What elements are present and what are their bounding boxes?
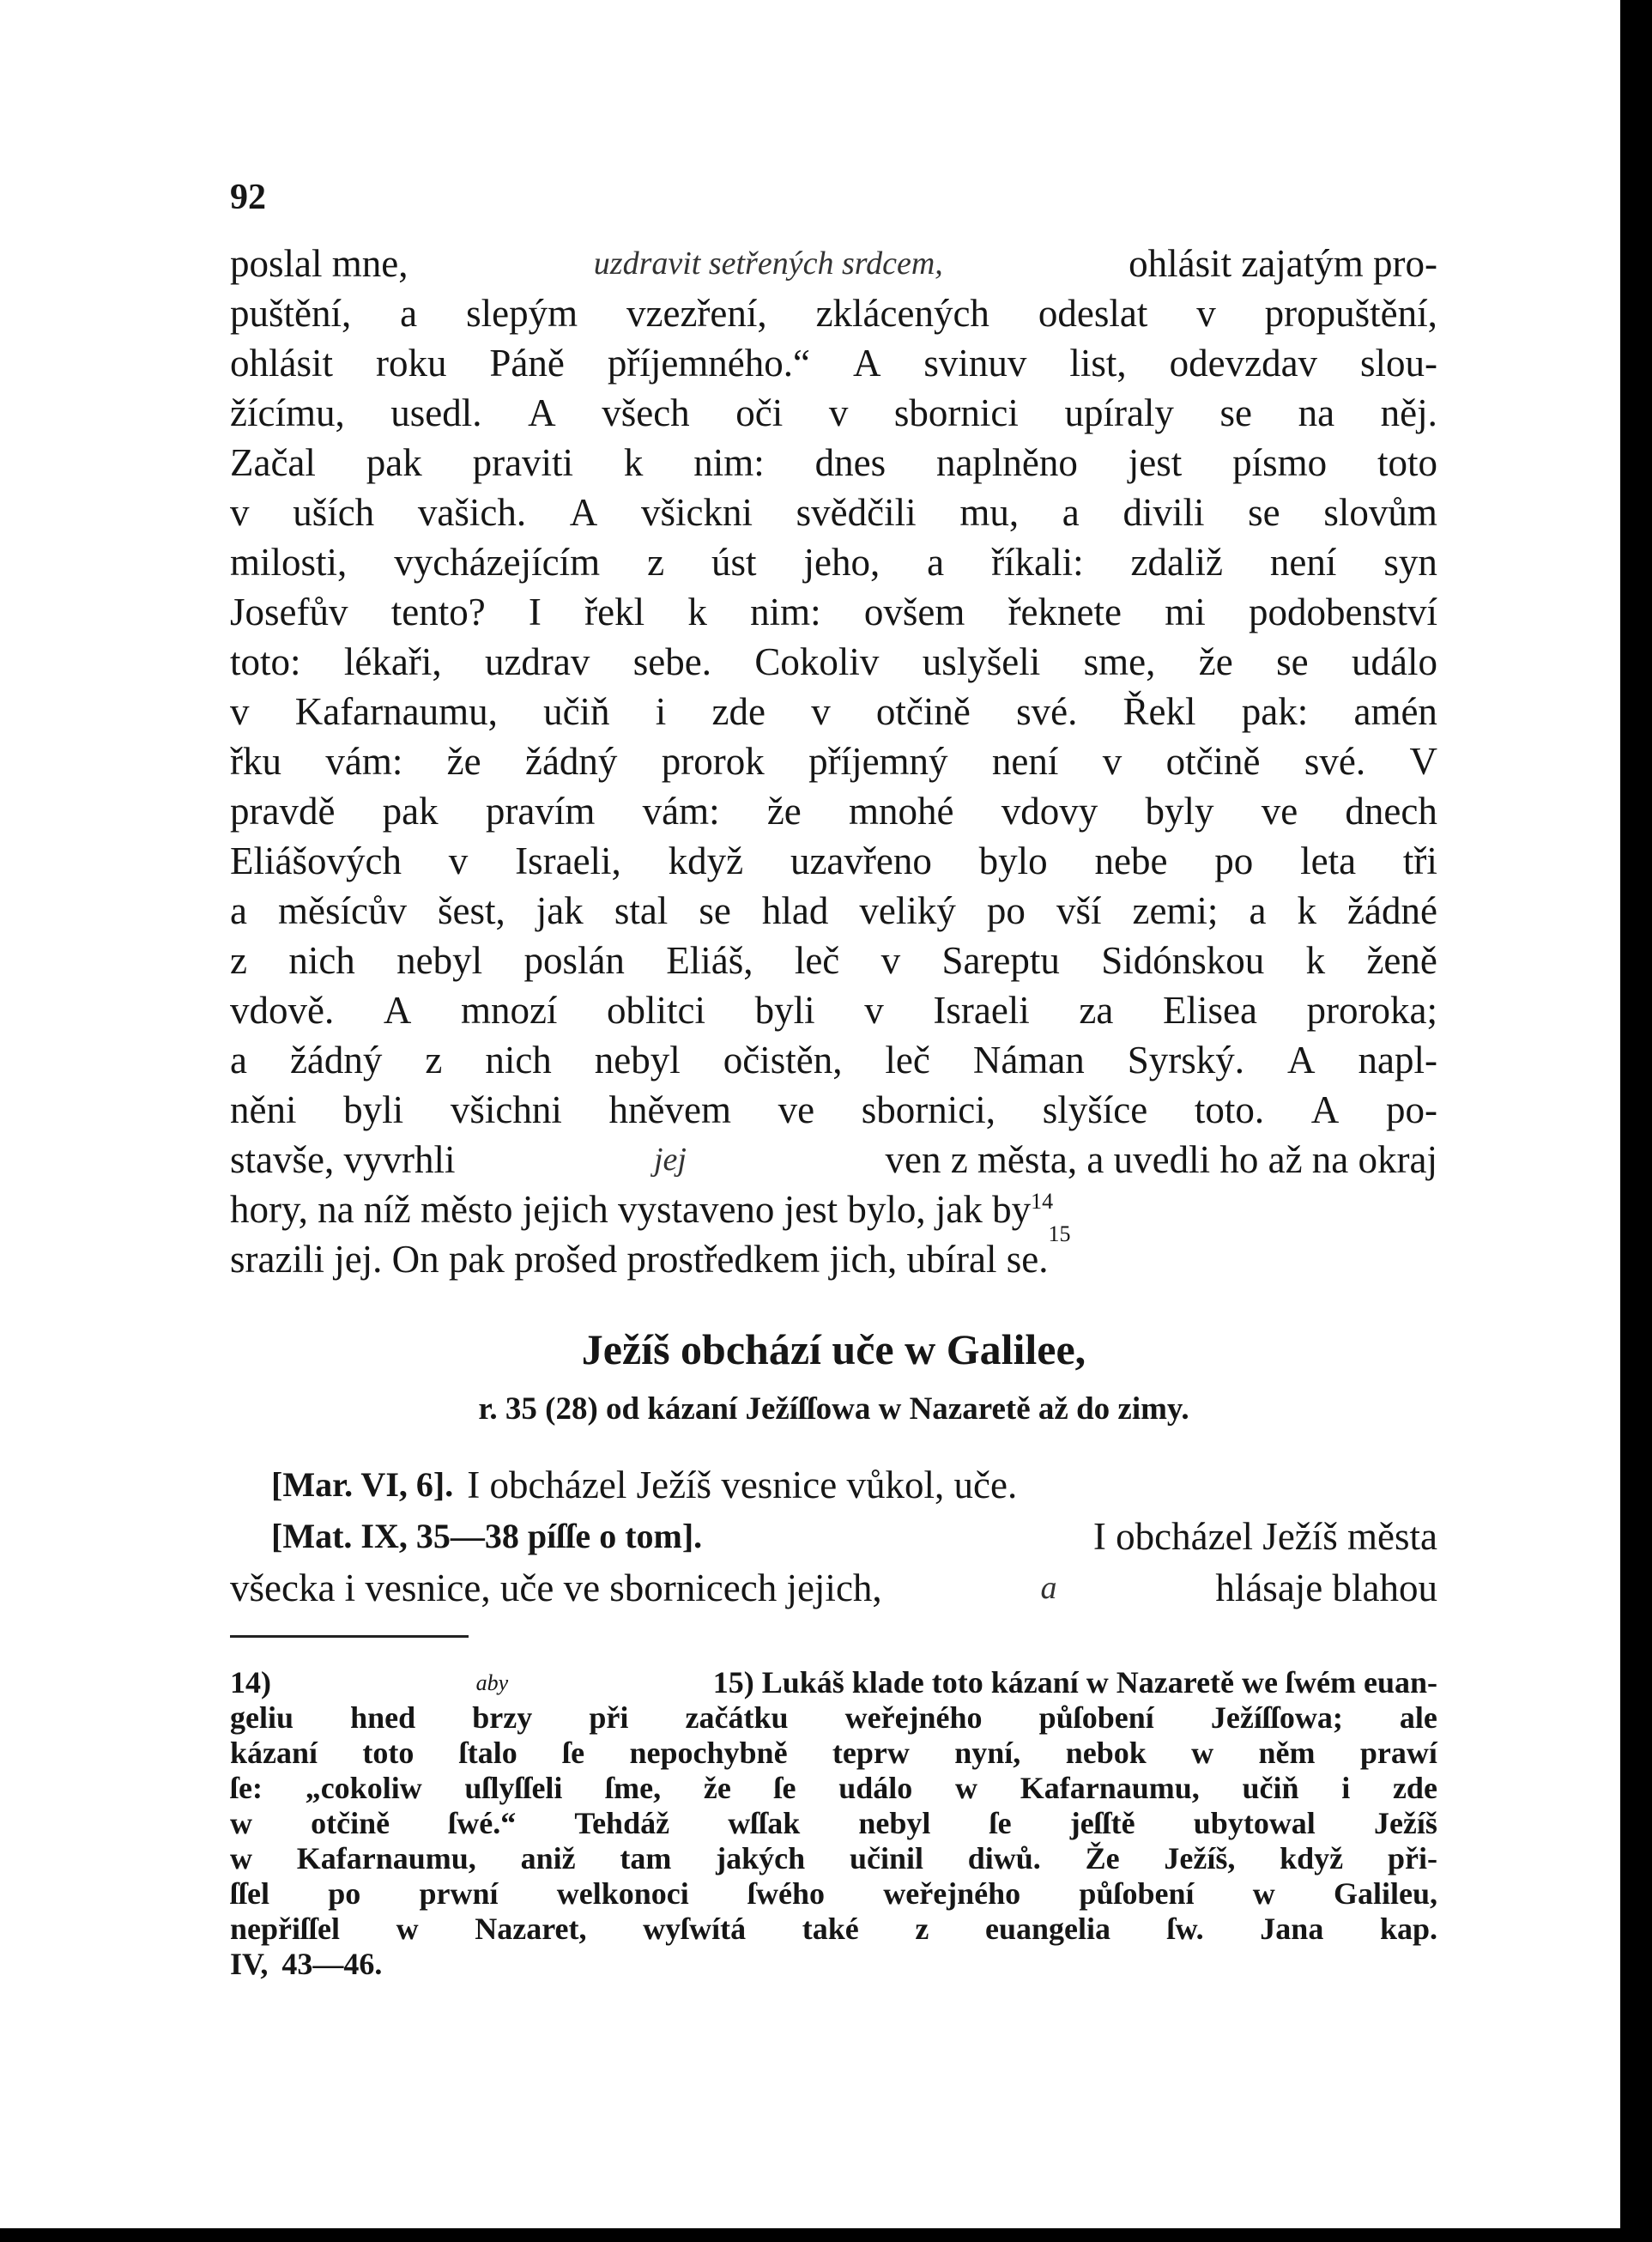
body-text xyxy=(230,239,1437,1284)
text-line xyxy=(230,1185,1437,1234)
text-line: pravdě pak pravím vám: že mnohé vdovy byly ve dnech xyxy=(230,790,1437,833)
gospel-references xyxy=(230,1459,1437,1614)
text-line: a žádný z nich nebyl očistěn, leč Náman Syrský. A napl- xyxy=(230,1039,1437,1082)
text-line: milosti, vycházejícím z úst jeho, a říkali: zdaliž není syn xyxy=(230,541,1437,584)
footnote-line: w otčině ſwé.“ Tehdáž wſſak nebyl ſe jeſſtě ubytowal Ježíš xyxy=(230,1806,1437,1840)
text-segment: jej xyxy=(653,1142,687,1178)
text-line: v uších vašich. A všickni svědčili mu, a divili se slovům xyxy=(230,491,1437,534)
footnote-line: IV, 43—46. xyxy=(230,1947,383,1981)
text-segment: uzdravit setřených srdcem, xyxy=(593,245,943,282)
section-title: Ježíš obchází uče w Galilee, xyxy=(581,1325,1086,1373)
reference-line xyxy=(230,1511,1437,1562)
text-segment: I obcházel Ježíš vesnice vůkol, uče. xyxy=(467,1463,1018,1506)
text-segment: ven z města, a uvedli ho až na okraj xyxy=(885,1138,1437,1181)
text-line: řku vám: že žádný prorok příjemný není v otčině své. V xyxy=(230,740,1437,783)
text-line: Josefův tento? I řekl k nim: ovšem řeknete mi podobenství xyxy=(230,591,1437,633)
footnote-rule xyxy=(230,1635,469,1638)
footnotes xyxy=(230,1665,1437,1982)
text-line xyxy=(230,1135,1437,1185)
text-segment: [Mar. VI, 6]. xyxy=(271,1465,454,1504)
scan-border-bottom xyxy=(0,2228,1652,2242)
footnote-line xyxy=(230,1665,1437,1700)
text-segment: hory, na níž město jejich vystaveno jest bylo, jak $by^{14}$ xyxy=(230,1188,1054,1231)
text-segment: a xyxy=(1040,1570,1057,1606)
text-line: vdově. A mnozí oblitci byli v Israeli za Elisea proroka; xyxy=(230,989,1437,1032)
footnote-marker: 15 xyxy=(1048,1221,1071,1246)
text-line: Začal pak praviti k nim: dnes naplněno jest písmo toto xyxy=(230,441,1437,484)
footnote-line: ſſel po prwní welkonoci ſwého weřejného půſobení w Galileu, xyxy=(230,1876,1437,1911)
footnote-line: w Kafarnaumu, aniž tam jakých učinil diwů. Že Ježíš, když při- xyxy=(230,1841,1437,1875)
text-segment: ohlásit zajatým pro- xyxy=(1129,242,1437,285)
text-segment: všecka i vesnice, uče ve sbornicech jejich, xyxy=(230,1566,882,1609)
text-segment: 14) xyxy=(230,1665,271,1700)
text-segment: [Mat. IX, 35—38 píſſe o tom]. xyxy=(271,1517,703,1555)
text-line: ohlásit roku Páně příjemného.“ A svinuv list, odevzdav slou- xyxy=(230,342,1437,385)
text-line xyxy=(230,239,1437,288)
text-line: a měsícův šest, jak stal se hlad veliký po vší zemi; a k žádné xyxy=(230,889,1437,932)
text-line: něni byli všichni hněvem ve sbornici, slyšíce toto. A po- xyxy=(230,1088,1437,1131)
section-subtitle: r. 35 (28) od kázaní Ježíſſowa w Nazaretě až do zimy. xyxy=(478,1391,1189,1427)
text-line: žícímu, usedl. A všech oči v sbornici upíraly se na něj. xyxy=(230,391,1437,434)
text-line: toto: lékaři, uzdrav sebe. Cokoliv uslyšeli sme, že se událo xyxy=(230,640,1437,683)
reference-line xyxy=(230,1562,1437,1614)
text-segment: poslal mne, xyxy=(230,242,408,285)
text-line: Eliášových v Israeli, když uzavřeno bylo nebe po leta tři xyxy=(230,839,1437,882)
reference-line xyxy=(230,1459,1437,1511)
footnote-line: ſe: „cokoliw uſlyſſeli ſme, že ſe událo w Kafarnaumu, učiň i zde xyxy=(230,1771,1437,1805)
text-line: puštění, a slepým vzezření, zklácených odeslat v propuštění, xyxy=(230,292,1437,335)
text-segment: hlásaje blahou xyxy=(1215,1566,1437,1609)
footnote-line: nepřiſſel w Nazaret, wyſwítá také z euangelia ſw. Jana kap. xyxy=(230,1912,1437,1946)
text-segment: 15) Lukáš klade toto kázaní w Nazaretě we ſwém euan- xyxy=(712,1665,1437,1700)
text-line: z nich nebyl poslán Eliáš, leč v Sareptu Sidónskou k ženě xyxy=(230,939,1437,982)
scan-border-right xyxy=(1620,0,1652,2242)
footnote-line: geliu hned brzy při začátku weřejného půſobení Ježíſſowa; ale xyxy=(230,1700,1437,1735)
footnote-marker: 14 xyxy=(1031,1189,1054,1214)
text-segment: stavše, vyvrhli xyxy=(230,1138,456,1181)
text-segment: srazili jej. On pak prošed prostředkem jich, ubíral se. xyxy=(230,1238,1049,1281)
text-line xyxy=(230,1221,1437,1284)
text-segment: aby xyxy=(475,1670,509,1695)
text-segment: I obcházel Ježíš města xyxy=(1092,1515,1437,1558)
footnote-line: kázaní toto ſtalo ſe nepochybně teprw nyní, nebok w něm prawí xyxy=(230,1736,1437,1770)
text-line: v Kafarnaumu, učiň i zde v otčině své. Řekl pak: amén xyxy=(230,690,1437,733)
page-number: 92 xyxy=(230,178,266,217)
